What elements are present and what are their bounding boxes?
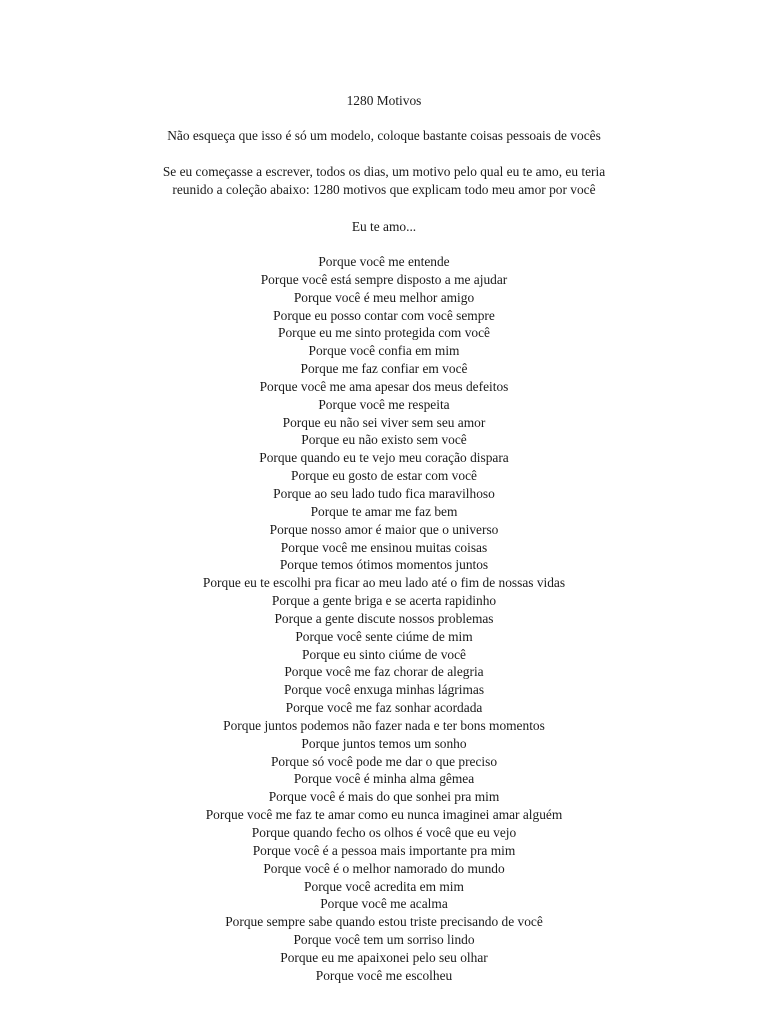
reason-item: Porque você me ensinou muitas coisas [280, 539, 488, 555]
reason-item: Porque temos ótimos momentos juntos [279, 557, 489, 573]
reason-item: Porque eu não sei viver sem seu amor [282, 414, 486, 430]
reason-item: Porque só você pode me dar o que preciso [270, 753, 498, 769]
reason-item: Porque eu te escolhi pra ficar ao meu lado até o fim de nossas vidas [202, 575, 566, 591]
reason-item: Porque você enxuga minhas lágrimas [283, 682, 485, 698]
reason-item: Porque você me faz chorar de alegria [284, 664, 484, 680]
reason-item: Porque a gente discute nossos problemas [274, 610, 494, 626]
reason-item: Porque você é minha alma gêmea [293, 771, 475, 787]
reason-item: Porque me faz confiar em você [300, 361, 468, 377]
reason-item: Porque você é a pessoa mais importante pra mim [252, 842, 516, 858]
reason-item: Porque você me faz te amar como eu nunca imaginei amar alguém [205, 807, 563, 823]
reason-item: Porque você me entende [318, 254, 450, 269]
template-note: Não esqueça que isso é só um modelo, coloque bastante coisas pessoais de vocês [167, 128, 601, 143]
intro-line: reunido a coleção abaixo: 1280 motivos que explicam todo meu amor por você [172, 182, 596, 197]
reason-item: Porque quando fecho os olhos é você que eu vejo [251, 825, 517, 840]
reason-item: Porque você me faz sonhar acordada [285, 700, 483, 716]
reason-item: Porque juntos temos um sonho [301, 735, 467, 751]
reason-item: Porque eu não existo sem você [301, 432, 467, 448]
reason-item: Porque você sente ciúme de mim [295, 628, 473, 644]
reason-item: Porque você me respeita [318, 396, 450, 412]
reason-item: Porque você me ama apesar dos meus defeitos [259, 378, 509, 394]
reason-item: Porque ao seu lado tudo fica maravilhoso [273, 485, 495, 501]
reason-item: Porque eu posso contar com você sempre [273, 307, 495, 323]
reason-item: Porque você tem um sorriso lindo [293, 932, 475, 948]
reason-item: Porque você me escolheu [315, 967, 453, 983]
document-title: 1280 Motivos [346, 93, 422, 108]
intro-line: Se eu começasse a escrever, todos os dias, um motivo pelo qual eu te amo, eu teria [162, 164, 606, 179]
reason-item: Porque quando eu te vejo meu coração dispara [259, 450, 509, 466]
reason-item: Porque você está sempre disposto a me ajudar [260, 271, 508, 287]
reason-item: Porque você é o melhor namorado do mundo [263, 860, 505, 876]
reason-item: Porque você me acalma [320, 896, 448, 912]
love-line: Eu te amo... [351, 219, 417, 234]
reason-item: Porque a gente briga e se acerta rapidinho [271, 593, 497, 609]
reasons-list [0, 253, 768, 985]
reason-item: Porque sempre sabe quando estou triste precisando de você [225, 914, 543, 930]
reason-item: Porque você acredita em mim [304, 878, 464, 894]
reason-item: Porque nosso amor é maior que o universo [269, 521, 499, 537]
reason-item: Porque você é meu melhor amigo [293, 289, 475, 305]
reason-item: Porque eu gosto de estar com você [291, 468, 477, 484]
intro-paragraph [0, 163, 768, 199]
reason-item: Porque juntos podemos não fazer nada e ter bons momentos [223, 717, 545, 733]
reason-item: Porque eu me apaixonei pelo seu olhar [280, 949, 488, 965]
reason-item: Porque eu me sinto protegida com você [278, 325, 490, 341]
reason-item: Porque eu sinto ciúme de você [302, 646, 466, 662]
reason-item: Porque você é mais do que sonhei pra mim [268, 789, 500, 805]
reason-item: Porque te amar me faz bem [310, 503, 458, 519]
reason-item: Porque você confia em mim [308, 343, 460, 359]
